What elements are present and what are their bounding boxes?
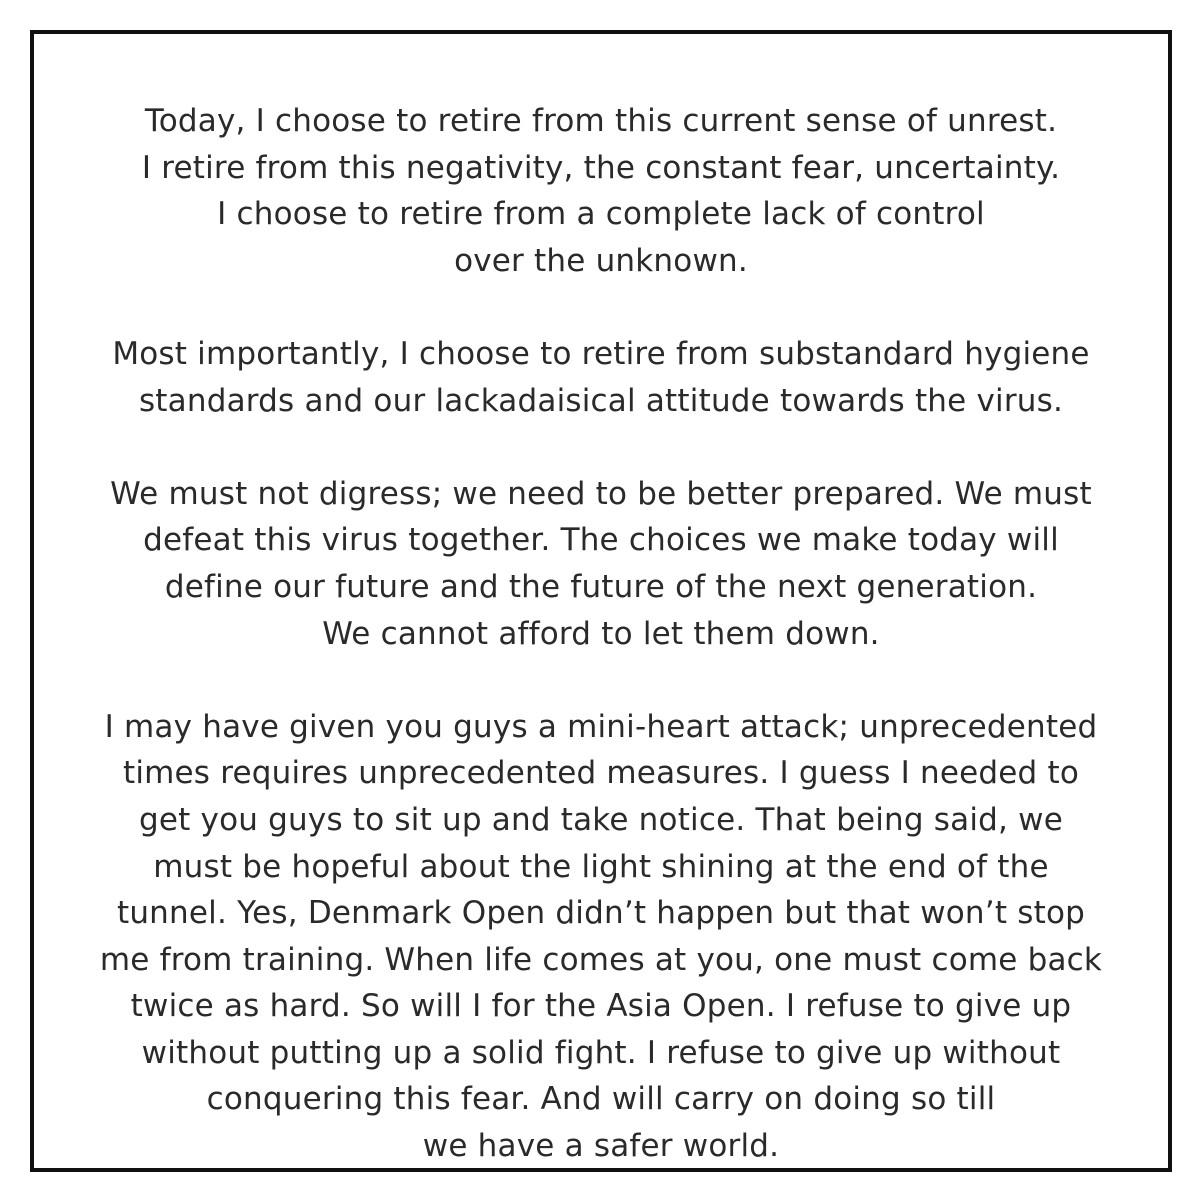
text-line: I retire from this negativity, the constant fear, uncertainty. (141, 149, 1061, 186)
paragraph-defeat-virus (34, 471, 1168, 657)
text-line: I choose to retire from a complete lack of control (217, 196, 985, 233)
text-line: must be hopeful about the light shining at the end of the (153, 848, 1049, 885)
paragraph-retire-unrest (34, 98, 1168, 284)
text-line: define our future and the future of the next generation. (164, 568, 1038, 605)
text-line: Today, I choose to retire from this current sense of unrest. (144, 103, 1058, 139)
statement-text (34, 98, 1168, 1170)
text-line: defeat this virus together. The choices we make today will (143, 522, 1059, 559)
text-line: we have a safer world. (422, 1128, 780, 1165)
text-line: me from training. When life comes at you, one must come back (99, 941, 1103, 978)
text-line: I may have given you guys a mini-heart attack; unprecedented (104, 708, 1098, 745)
text-line: get you guys to sit up and take notice. That being said, we (139, 801, 1063, 838)
text-line: times requires unprecedented measures. I guess I needed to (122, 755, 1080, 792)
statement-frame (30, 30, 1172, 1172)
text-line: standards and our lackadaisical attitude towards the virus. (138, 382, 1064, 419)
text-line: twice as hard. So will I for the Asia Open. I refuse to give up (130, 988, 1072, 1025)
text-line: Most importantly, I choose to retire from substandard hygiene (112, 335, 1090, 372)
text-line: without putting up a solid fight. I refuse to give up without (141, 1034, 1061, 1071)
text-line: conquering this fear. And will carry on doing so till (206, 1081, 996, 1118)
paragraph-hygiene (34, 331, 1168, 424)
text-line: We must not digress; we need to be better prepared. We must (110, 475, 1092, 512)
text-line: over the unknown. (454, 242, 748, 279)
text-line: tunnel. Yes, Denmark Open didn’t happen but that won’t stop (116, 895, 1085, 932)
paragraph-hopeful (34, 704, 1168, 1170)
text-line: We cannot afford to let them down. (322, 615, 880, 652)
